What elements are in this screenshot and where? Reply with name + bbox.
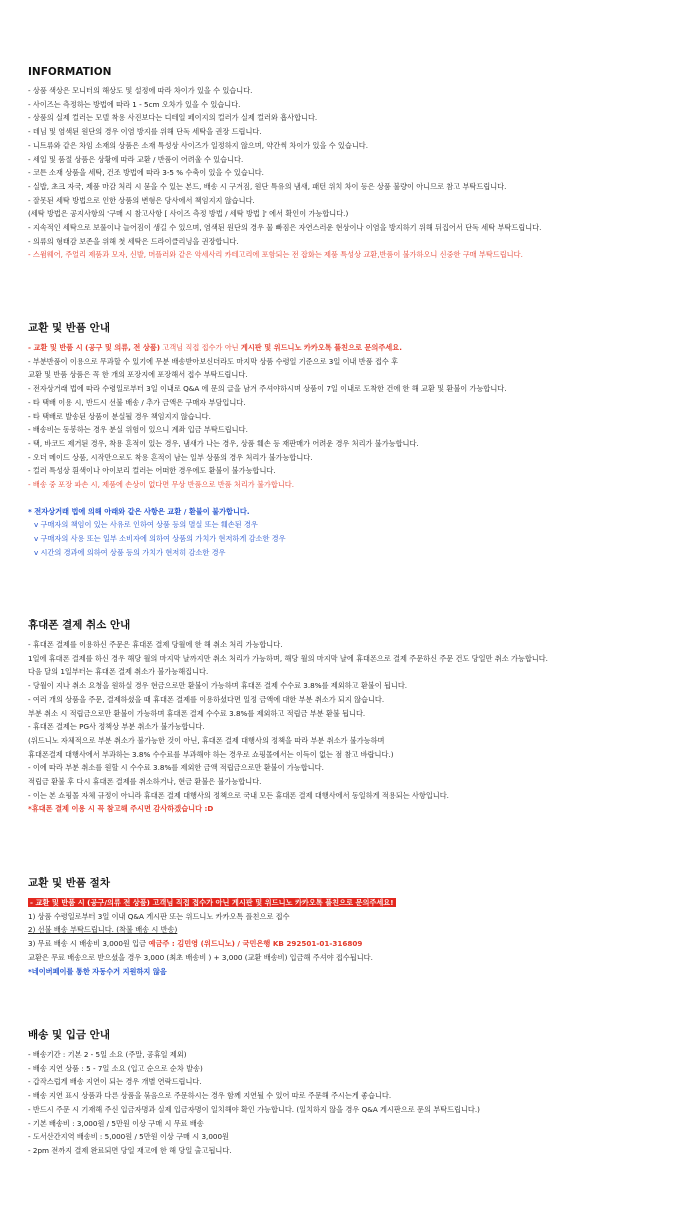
law-item: v 구매자의 책임이 있는 사유로 인하여 상품 등의 멸실 또는 훼손된 경우 [34,520,258,530]
information-warning: - 스윔웨어, 주얼리 제품과 모자, 신발, 머플러와 같은 악세사리 카테고리에 포함되는 전 잡화는 제품 특성상 교환,반품이 불가하오니 신중한 구매 부탁드립니다. [28,250,523,260]
delivery-title: 배송 및 입금 안내 [28,1029,110,1041]
delivery-item: - 배송 지연 표시 상품과 다른 상품을 묶음으로 주문하시는 경우 함께 지연될 수 있어 따로 주문해 주시는게 좋습니다. [28,1091,392,1101]
law-title: * 전자상거래 법에 의해 아래와 같은 사항은 교환 / 환불이 불가합니다. [28,506,250,516]
information-item: - 상품 색상은 모니터의 해상도 및 설정에 따라 차이가 있을 수 있습니다. [28,86,253,95]
exchange-item: 교환 및 반품 상품은 꼭 한 개의 포장지에 포장해서 접수 부탁드립니다. [28,370,248,380]
delivery-item: - 갑작스럽게 배송 지연이 되는 경우 개별 연락드립니다. [28,1077,202,1087]
exchange-item: - 컬러 특성상 흰색이나 아이보리 컬러는 어떠한 경우에도 환불이 불가능합니다. [28,466,276,476]
procedure-step-2: 2) 선불 배송 부탁드립니다. (착불 배송 시 반송) [28,925,178,935]
law-item: v 구매자의 사용 또는 일부 소비자에 의하여 상품의 가치가 현저하게 감소한 경우 [34,534,286,544]
naverpay-note: *네이버페이를 통한 자동수거 지원하지 않음 [28,966,167,976]
cancel-item: - 휴대폰 결제는 PG사 정책상 부분 취소가 불가능합니다. [28,722,205,732]
cancel-item: - 여러 개의 상품을 주문, 결제하셨을 때 휴대폰 결제를 이용하셨다면 일정 금액에 대한 부분 취소가 되지 않습니다. [28,694,385,704]
information-item: - 사이즈는 측정하는 방법에 따라 1 - 5cm 오차가 있을 수 있습니다. [28,99,241,109]
exchange-item: - 타 택배로 발송된 상품이 분실될 경우 책임지지 않습니다. [28,411,211,421]
exchange-item: - 배송비는 동봉하는 경우 분실 위험이 있으니 계좌 입금 부탁드립니다. [28,425,248,435]
cancel-item: - 당월이 지나 취소 요청을 원하실 경우 현금으로만 환불이 가능하며 휴대폰 결제 수수료 3.8%를 제외하고 환불이 됩니다. [28,681,408,691]
exchange-list [28,355,678,478]
account-info: 예금주 : 김민영 (위드니노) / 국민은행 KB 292501-01-316809 [146,939,363,949]
exchange-notice-lead: - 교환 및 반품 시 (공구 및 의류, 전 상품) [28,343,161,352]
exchange-warning: - 배송 중 포장 파손 시, 제품에 손상이 없다면 무상 반품으로 반품 처리가 불가합니다. [28,480,294,490]
exchange-item: - 타 택배 이용 시, 반드시 선불 배송 / 추가 금액은 구매자 부담입니다. [28,397,246,407]
information-item: - 코튼 소재 상품을 세탁, 건조 방법에 따라 3-5 % 수축이 있을 수 있습니다. [28,168,264,178]
cancel-item: - 휴대폰 결제를 이용하신 주문은 휴대폰 결제 당월에 한 해 취소 처리 가능합니다. [28,640,283,649]
delivery-item: - 기본 배송비 : 3,000원 / 5만원 이상 구매 시 무료 배송 [28,1118,204,1128]
law-item: v 시간의 경과에 의하여 상품 등의 가치가 현저히 감소한 경우 [34,547,226,557]
delivery-list [28,1048,678,1158]
exchange-section [28,320,678,560]
procedure-title: 교환 및 반품 절차 [28,877,110,889]
exchange-item: - 전자상거래 법에 따라 수령일로부터 3일 이내로 Q&A 에 문의 글을 남겨 주셔야하시며 상품이 7일 이내로 도착한 건에 한 해 교환 및 환불이 가능합니다. [28,384,507,394]
information-item: - 잘못된 세탁 방법으로 인한 상품의 변형은 당사에서 책임지지 않습니다. [28,195,255,205]
law-list [28,518,678,559]
information-item: - 상품의 실제 컬러는 모델 착용 사진보다는 디테일 페이지의 컬러가 실제 컬러와 흡사합니다. [28,113,318,123]
information-item: (세탁 방법은 공지사항의 '구매 시 참고사항 [ 사이즈 측정 방법 / 세탁 방법 ]' 에서 확인이 가능합니다.) [28,209,349,219]
exchange-notice-end: 게시판 및 위드니노 카카오톡 플친으로 문의주세요. [240,343,402,352]
cancel-list [28,638,678,802]
information-item: - 세일 및 품절 상품은 상황에 따라 교환 / 반품이 어려울 수 있습니다. [28,154,244,164]
information-item: - 의류의 형태감 보존을 위해 첫 세탁은 드라이클리닝을 권장합니다. [28,236,239,246]
cancel-item: 1일에 휴대폰 결제를 하신 경우 해당 월의 마지막 날까지만 취소 처리가 가능하며, 해당 월의 마지막 날에 휴대폰으로 결제 주문하신 주문 건도 당일만 취소 가능합니다. [28,653,548,663]
cancel-item: - 이는 본 쇼핑몰 자체 규정이 아니라 휴대폰 결제 대행사의 정책으로 국내 모든 휴대폰 결제 대행사에서 동일하게 적용되는 사항입니다. [28,790,449,800]
information-section [28,66,678,262]
cancel-title: 휴대폰 결제 취소 안내 [28,619,131,631]
information-list [28,84,678,248]
cancel-item: 부분 취소 시 적립금으로만 환불이 가능하며 휴대폰 결제 수수료 3.8%를 제외하고 적립금 부분 환불 됩니다. [28,708,366,718]
exchange-item: - 오더 메이드 상품, 시작만으로도 착용 흔적이 남는 일부 상품의 경우 처리가 불가능합니다. [28,452,313,462]
information-item: - 데님 및 염색된 원단의 경우 이염 방지를 위해 단독 세탁을 권장 드립니다. [28,127,262,137]
procedure-step-3 [28,937,678,951]
exchange-item: - 택, 바코드 제거된 경우, 착용 흔적이 있는 경우, 냄새가 나는 경우, 상품 훼손 등 재판매가 어려운 경우 처리가 불가능합니다. [28,438,419,448]
exchange-item: - 부분반품이 이용으로 무과할 수 있기에 무분 배송받아보신더라도 마지막 상품 수령일 기준으로 3일 이내 반품 접수 후 [28,356,399,366]
cancel-item: 적립금 환불 후 다시 휴대폰 결제를 취소하거나, 현금 환불은 불가능합니다. [28,777,262,787]
information-item: - 실밥, 초크 자국, 제품 마감 처리 시 묻을 수 있는 본드, 배송 시 구겨짐, 원단 특유의 냄새, 패턴 위치 차이 등은 상품 불량이 아니므로 참고 부탁드립니다. [28,181,507,191]
cancel-item: 다음 달의 1일부터는 휴대폰 결제 취소가 불가능해집니다. [28,667,209,677]
cancel-item: (위드니노 자체적으로 부분 취소가 불가능한 것이 아닌, 휴대폰 결제 대행사의 정책을 따라 부분 취소가 불가능하며 [28,735,385,745]
cancel-section [28,617,678,816]
exchange-notice [28,341,678,355]
delivery-item: - 도서산간지역 배송비 : 5,000원 / 5만원 이상 구매 시 3,000원 [28,1132,229,1142]
exchange-notice-mid: 고객님 직접 접수가 아닌 [160,343,241,352]
delivery-section [28,1027,678,1158]
procedure-notice: - 교환 및 반품 시 (공구/의류 전 상품) 고객님 직접 접수가 아닌 게시판 및 위드니노 카카오톡 플친으로 문의주세요! [30,898,394,907]
exchange-title: 교환 및 반품 안내 [28,322,110,334]
delivery-item: - 2pm 전까지 결제 완료되면 당일 재고에 한 해 당일 출고됩니다. [28,1145,232,1155]
procedure-step-4: 교환은 무료 배송으로 받으셨을 경우 3,000 (최초 배송비 ) + 3,000 (교환 배송비) 입금해 주셔야 접수됩니다. [28,952,373,962]
cancel-note: *휴대폰 결제 이용 시 꼭 참고해 주시면 감사하겠습니다 :D [28,804,214,814]
delivery-item: - 배송기간 : 기본 2 - 5일 소요 (주말, 공휴일 제외) [28,1050,187,1059]
procedure-step-1: 1) 상품 수령일로부터 3일 이내 Q&A 게시판 또는 위드니노 카카오톡 플친으로 접수 [28,911,290,921]
cancel-item: - 이에 따라 부분 취소를 원할 시 수수료 3.8%를 제외한 금액 적립금으로만 환불이 가능합니다. [28,763,324,773]
procedure-step-3-text: 3) 무료 배송 시 배송비 3,000원 입금 [28,939,147,949]
delivery-item: - 반드시 주문 시 기재해 주신 입금자명과 실제 입금자명이 일치해야 확인 가능합니다. (일치하지 않을 경우 Q&A 게시판으로 문의 부탁드립니다.) [28,1104,480,1114]
cancel-item: 휴대폰결제 대행사에서 부과하는 3.8% 수수료를 부과해야 하는 경우로 쇼핑몰에서는 이득이 없는 점 참고 바랍니다.) [28,749,394,759]
procedure-section [28,875,678,978]
information-title: INFORMATION [28,66,112,78]
delivery-item: - 배송 지연 상품 : 5 - 7일 소요 (입고 순으로 순차 발송) [28,1063,203,1073]
information-item: - 지속적인 세탁으로 보풀이나 늘어짐이 생길 수 있으며, 염색된 원단의 경우 물 빠짐은 자연스러운 현상이나 이염을 방지하기 위해 뒤집어서 단독 세탁 부탁드립니다. [28,223,542,233]
information-item: - 니트류와 같은 차임 소재의 상품은 소재 특성상 사이즈가 일정하지 않으며, 약간씩 차이가 있을 수 있습니다. [28,140,368,150]
